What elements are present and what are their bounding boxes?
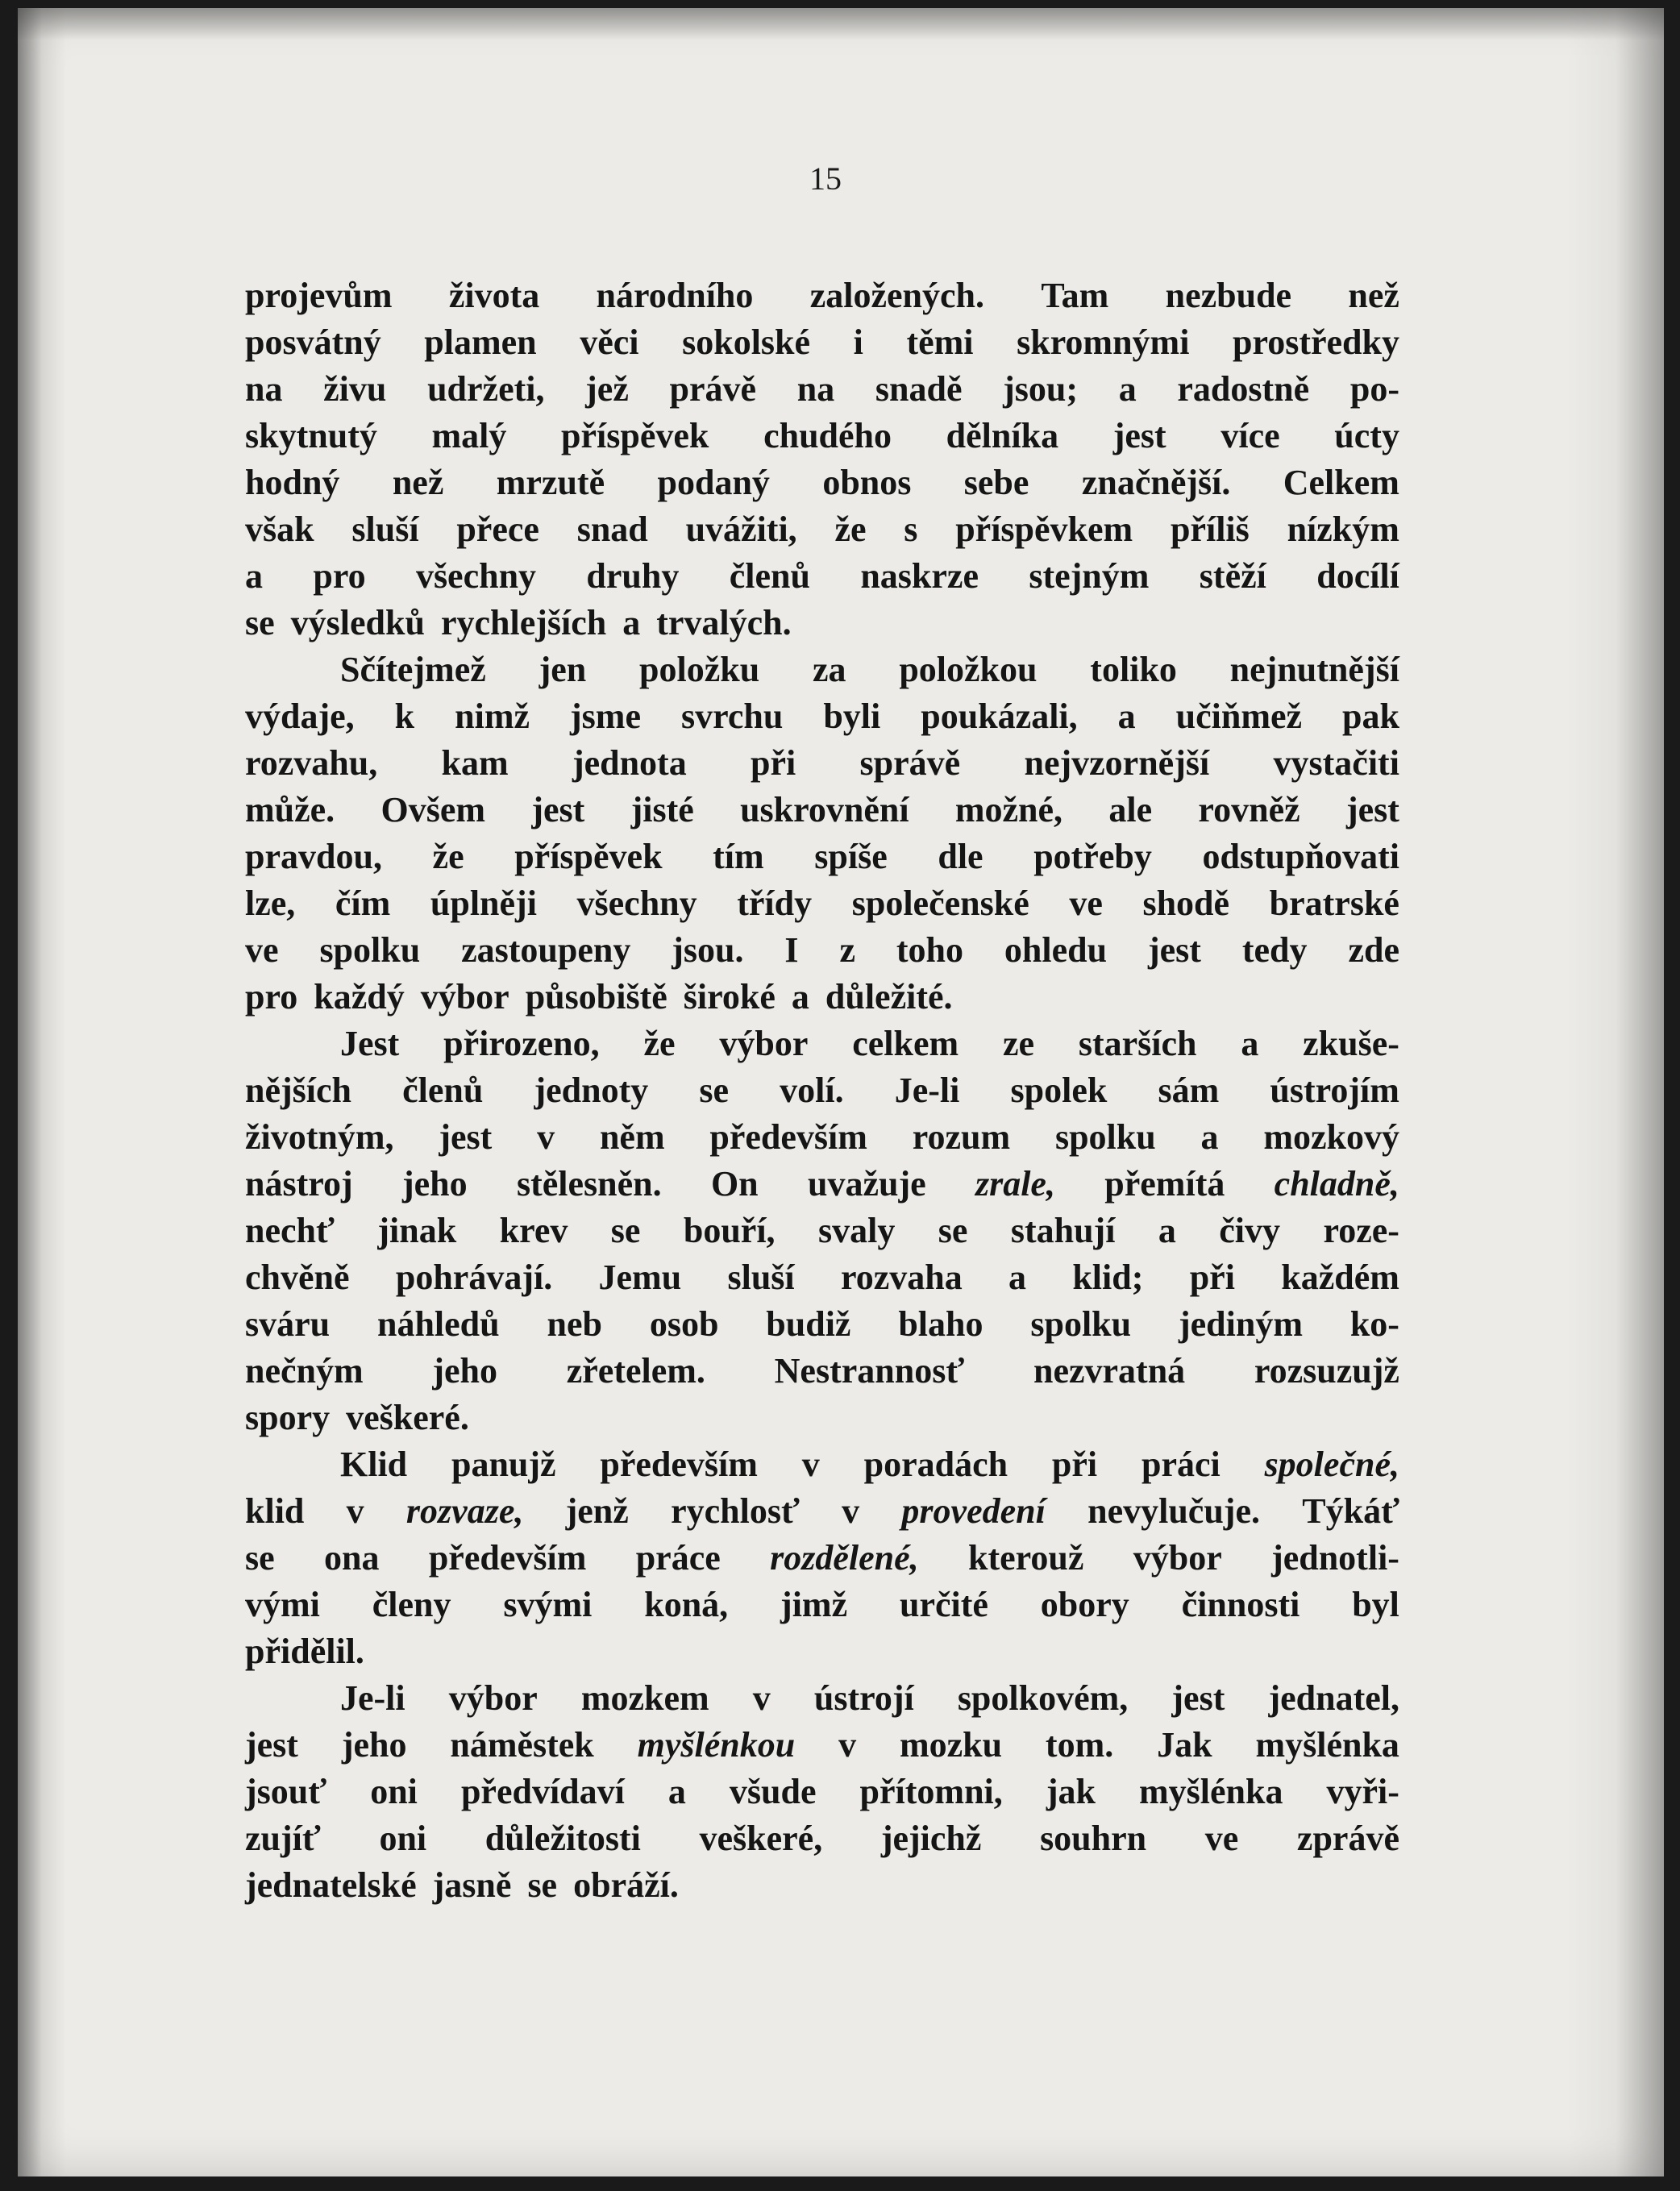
text-line: jsouť oni předvídaví a všude přítomni, jak myšlénka vyři- xyxy=(245,1772,1399,1811)
page-edge-shadow-top xyxy=(18,8,1664,40)
text-line: rozvahu, kam jednota při správě nejvzornější vystačiti xyxy=(245,743,1399,783)
text-line: životným, jest v něm především rozum spolku a mozkový xyxy=(245,1117,1399,1157)
body-text xyxy=(245,272,1399,1909)
text-line: nějších členů jednoty se volí. Je-li spolek sám ústrojím xyxy=(245,1071,1399,1110)
text-line: posvátný plamen věci sokolské i těmi skromnými prostředky xyxy=(245,322,1399,362)
page-edge-shadow-left xyxy=(18,8,66,2176)
text-line: se výsledků rychlejších a trvalých. xyxy=(245,603,792,642)
text-line: vými členy svými koná, jimž určité obory činnosti byl xyxy=(245,1585,1399,1624)
text-line: nechť jinak krev se bouří, svaly se stahují a čivy roze- xyxy=(245,1211,1399,1250)
text-line: a pro všechny druhy členů naskrze stejným stěží docílí xyxy=(245,556,1399,596)
text-line: pro každý výbor působiště široké a důležité. xyxy=(245,977,953,1017)
text-line: může. Ovšem jest jisté uskrovnění možné, ale rovněž jest xyxy=(245,790,1399,829)
text-line: hodný než mrzutě podaný obnos sebe značnější. Celkem xyxy=(245,463,1399,502)
text-line: lze, čím úplněji všechny třídy společenské ve shodě bratrské xyxy=(245,883,1399,923)
text-line: Sčítejmež jen položku za položkou toliko nejnutnější xyxy=(340,650,1399,689)
text-line: přidělil. xyxy=(245,1632,364,1671)
text-line: ve spolku zastoupeny jsou. I z toho ohledu jest tedy zde xyxy=(245,930,1399,970)
page-number: 15 xyxy=(809,160,842,197)
text-line: projevům života národního založených. Tam nezbude než xyxy=(245,276,1399,315)
text-line: spory veškeré. xyxy=(245,1398,469,1437)
text-line: však sluší přece snad uvážiti, že s příspěvkem příliš nízkým xyxy=(245,509,1399,549)
page-edge-shadow-right xyxy=(1567,8,1664,2176)
text-line: jest jeho náměstek myšlénkou v mozku tom. Jak myšlénka xyxy=(245,1725,1399,1765)
text-line: sváru náhledů neb osob budiž blaho spolku jediným ko- xyxy=(245,1304,1399,1344)
book-page xyxy=(18,8,1664,2176)
text-line: na živu udržeti, jež právě na snadě jsou; a radostně po- xyxy=(245,369,1399,409)
text-line: pravdou, že příspěvek tím spíše dle potřeby odstupňovati xyxy=(245,837,1399,876)
text-line: Klid panujž především v poradách při práci společné, xyxy=(340,1445,1399,1484)
text-line: výdaje, k nimž jsme svrchu byli poukázali, a učiňmež pak xyxy=(245,696,1399,736)
text-line: chvěně pohrávají. Jemu sluší rozvaha a klid; při každém xyxy=(245,1258,1399,1297)
text-line: skytnutý malý příspěvek chudého dělníka jest více úcty xyxy=(245,416,1399,455)
text-line: se ona především práce rozdělené, kterouž výbor jednotli- xyxy=(245,1538,1399,1578)
text-line: jednatelské jasně se obráží. xyxy=(245,1865,679,1905)
text-line: zujíť oni důležitosti veškeré, jejichž souhrn ve zprávě xyxy=(245,1819,1399,1858)
text-line: nástroj jeho stělesněn. On uvažuje zrale, přemítá chladně, xyxy=(245,1164,1399,1204)
text-line: nečným jeho zřetelem. Nestrannosť nezvratná rozsuzujž xyxy=(245,1351,1399,1391)
text-line: Jest přirozeno, že výbor celkem ze starších a zkuše- xyxy=(340,1024,1399,1063)
text-line: Je-li výbor mozkem v ústrojí spolkovém, jest jednatel, xyxy=(340,1678,1399,1718)
text-line: klid v rozvaze, jenž rychlosť v provedení nevylučuje. Týkáť xyxy=(245,1491,1399,1531)
